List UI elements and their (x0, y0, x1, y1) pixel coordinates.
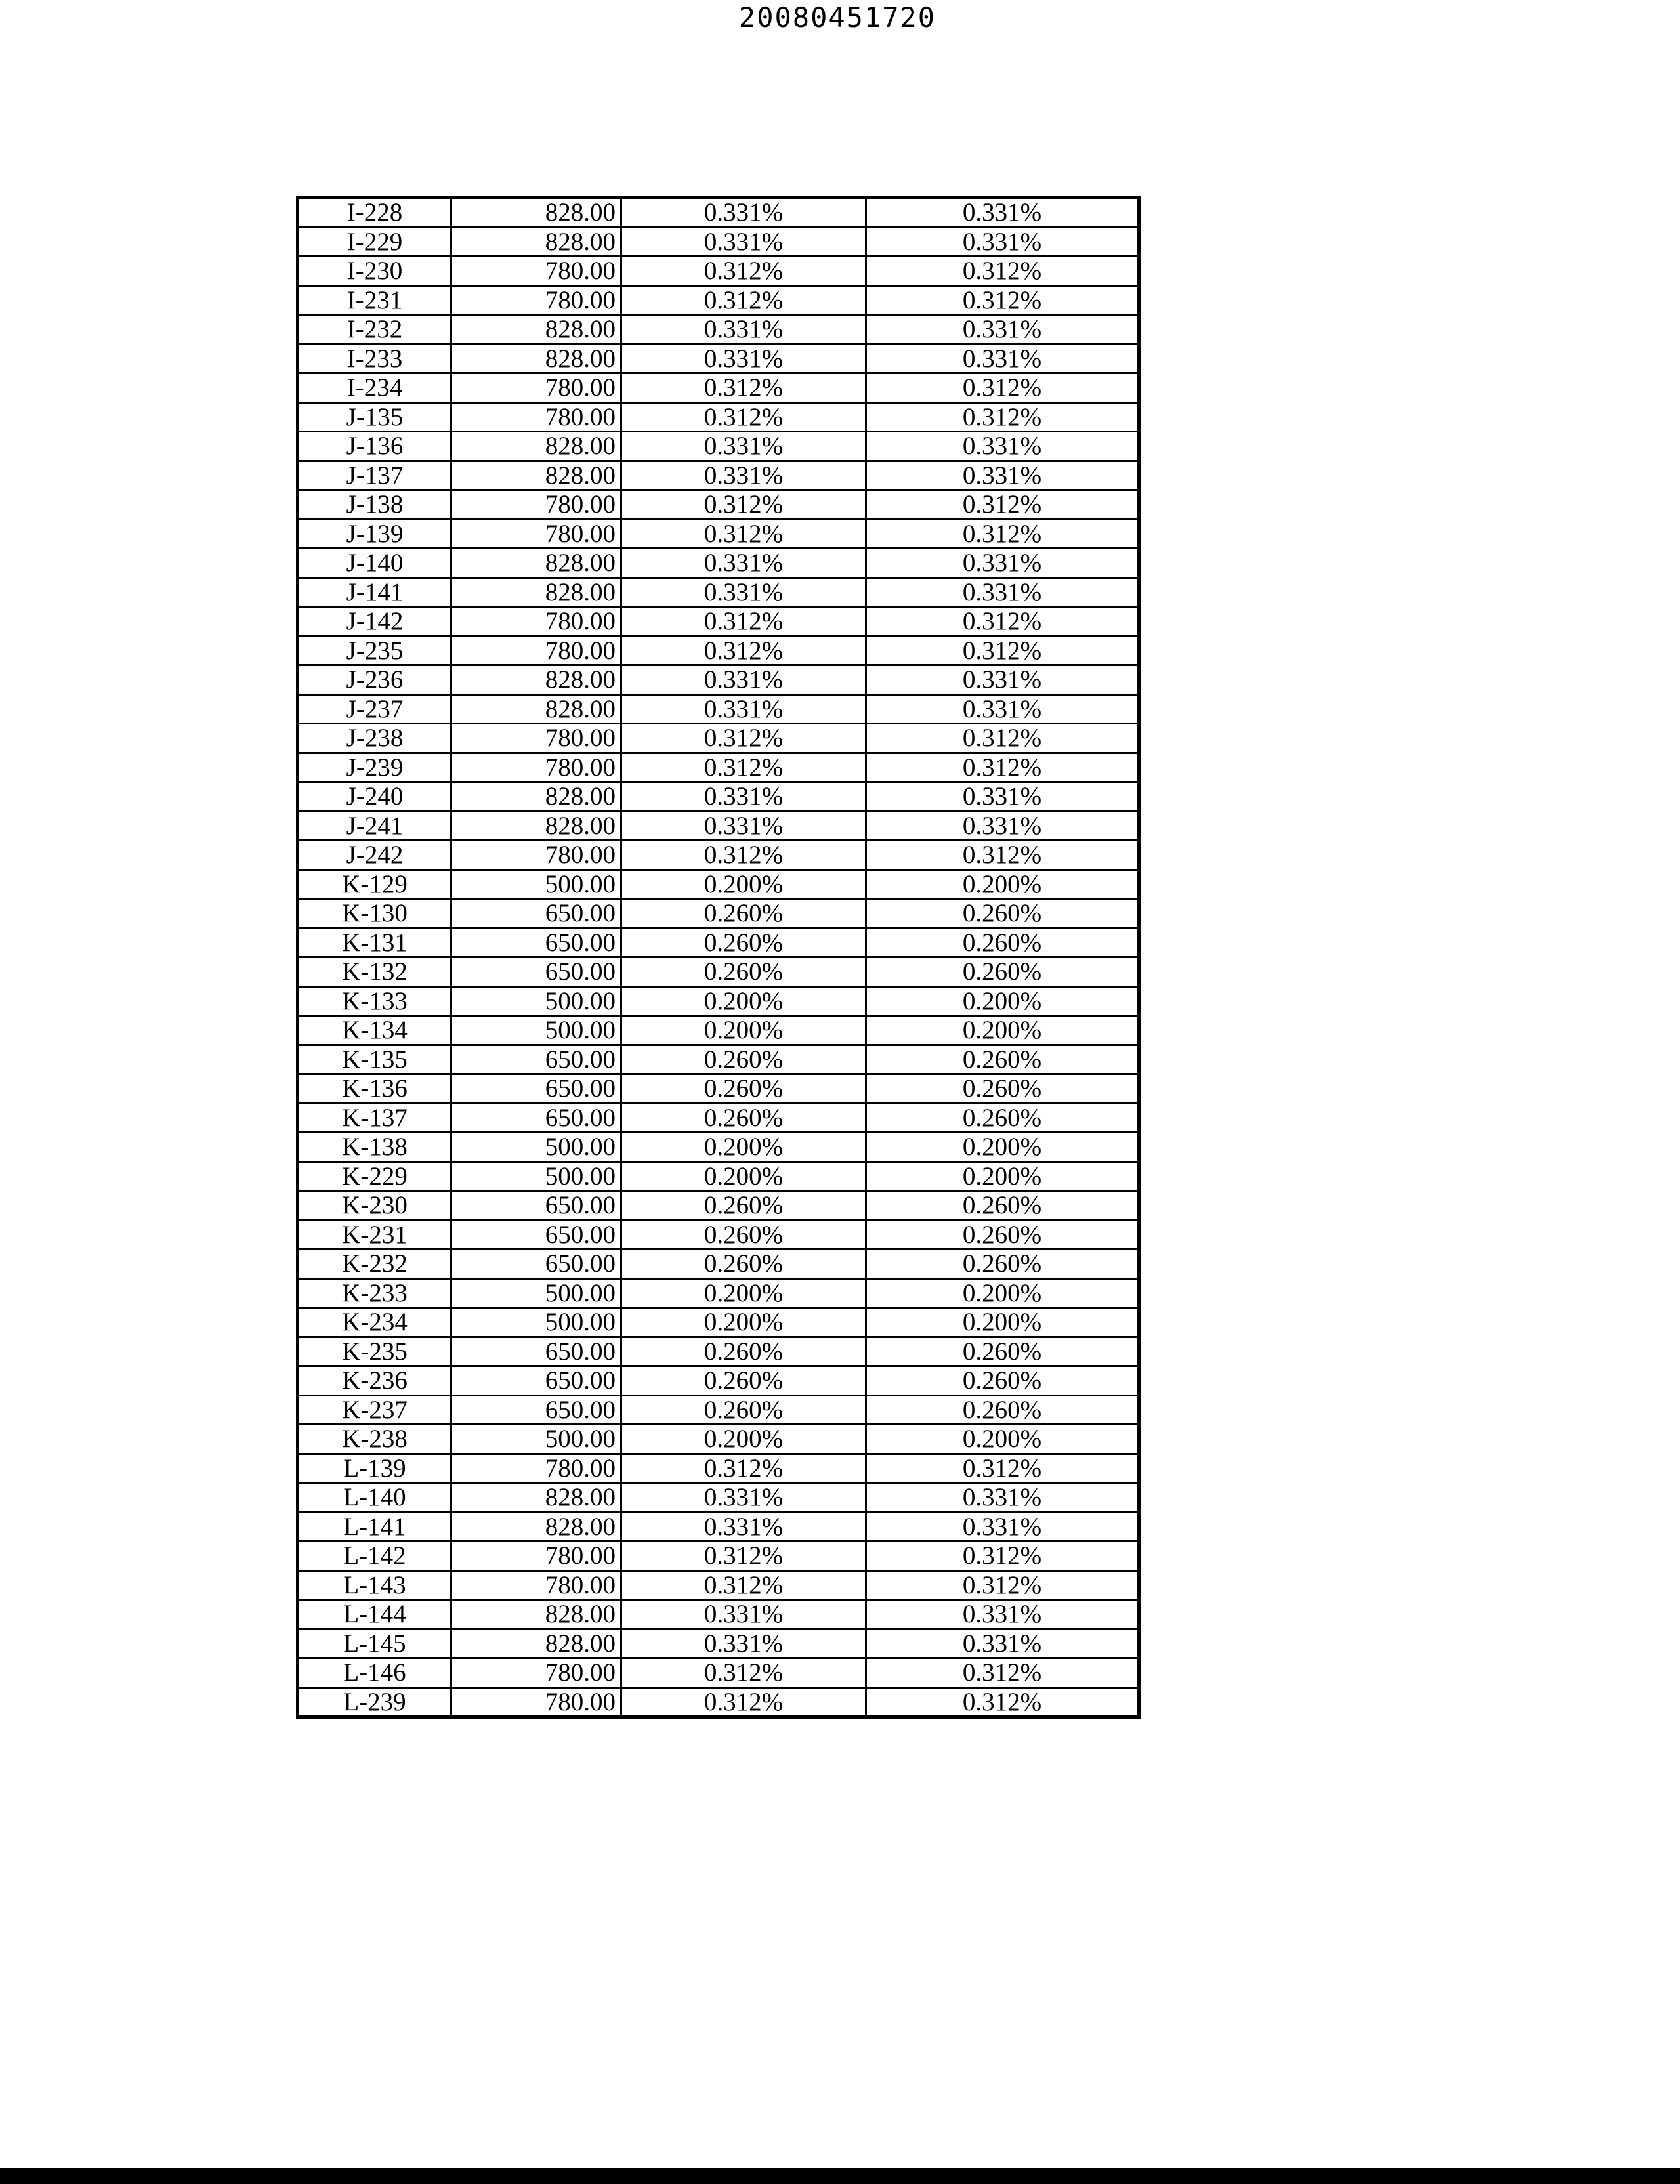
percentage-cell-2: 0.312% (866, 841, 1139, 870)
percentage-cell-2: 0.331% (866, 578, 1139, 607)
unit-id-cell: K-231 (298, 1220, 452, 1250)
unit-id-cell: K-137 (298, 1103, 452, 1133)
percentage-cell-2: 0.331% (866, 549, 1139, 578)
percentage-cell: 0.200% (621, 1162, 866, 1191)
percentage-cell: 0.200% (621, 1278, 866, 1308)
percentage-cell-2: 0.331% (866, 1600, 1139, 1629)
unit-id-cell: J-140 (298, 549, 452, 578)
percentage-cell: 0.260% (621, 928, 866, 957)
unit-id-cell: L-143 (298, 1570, 452, 1600)
unit-id-cell: J-237 (298, 694, 452, 724)
unit-id-cell: J-235 (298, 636, 452, 665)
table-row (298, 1103, 1139, 1133)
amount-cell: 828.00 (452, 344, 621, 373)
table-row (298, 1162, 1139, 1191)
unit-id-cell: K-130 (298, 899, 452, 929)
amount-cell: 780.00 (452, 1687, 621, 1717)
percentage-cell: 0.331% (621, 198, 866, 228)
percentage-cell-2: 0.260% (866, 1366, 1139, 1396)
percentage-cell-2: 0.312% (866, 1542, 1139, 1571)
amount-cell: 650.00 (452, 1366, 621, 1396)
percentage-cell-2: 0.331% (866, 432, 1139, 461)
table-row (298, 694, 1139, 724)
table-row (298, 432, 1139, 461)
table-row (298, 402, 1139, 432)
percentage-cell-2: 0.200% (866, 1133, 1139, 1162)
percentage-cell: 0.200% (621, 870, 866, 899)
percentage-cell: 0.312% (621, 490, 866, 520)
percentage-cell: 0.312% (621, 724, 866, 753)
table-row (298, 841, 1139, 870)
percentage-cell: 0.260% (621, 1045, 866, 1074)
percentage-cell-2: 0.312% (866, 373, 1139, 403)
percentage-cell-2: 0.331% (866, 315, 1139, 345)
percentage-cell: 0.260% (621, 1220, 866, 1250)
percentage-cell-2: 0.331% (866, 811, 1139, 841)
table-row (298, 1542, 1139, 1571)
table-row (298, 1629, 1139, 1658)
percentage-cell-2: 0.200% (866, 1016, 1139, 1045)
percentage-cell-2: 0.312% (866, 1658, 1139, 1688)
percentage-cell: 0.331% (621, 782, 866, 812)
unit-allocation-table (296, 196, 1141, 1719)
amount-cell: 780.00 (452, 257, 621, 286)
percentage-cell: 0.312% (621, 257, 866, 286)
amount-cell: 828.00 (452, 432, 621, 461)
table-row (298, 1337, 1139, 1366)
percentage-cell: 0.260% (621, 1250, 866, 1279)
unit-id-cell: J-138 (298, 490, 452, 520)
amount-cell: 500.00 (452, 1425, 621, 1454)
unit-id-cell: J-236 (298, 665, 452, 695)
amount-cell: 780.00 (452, 373, 621, 403)
amount-cell: 780.00 (452, 636, 621, 665)
unit-id-cell: I-228 (298, 198, 452, 228)
amount-cell: 500.00 (452, 870, 621, 899)
percentage-cell: 0.260% (621, 899, 866, 929)
table-row (298, 636, 1139, 665)
percentage-cell-2: 0.331% (866, 227, 1139, 257)
table-row (298, 928, 1139, 957)
amount-cell: 650.00 (452, 1220, 621, 1250)
table-row (298, 315, 1139, 345)
percentage-cell-2: 0.331% (866, 344, 1139, 373)
amount-cell: 650.00 (452, 928, 621, 957)
table-row (298, 1658, 1139, 1688)
percentage-cell-2: 0.331% (866, 782, 1139, 812)
table-row (298, 1454, 1139, 1483)
unit-id-cell: J-238 (298, 724, 452, 753)
table-row (298, 607, 1139, 637)
unit-id-cell: K-136 (298, 1074, 452, 1104)
unit-id-cell: I-234 (298, 373, 452, 403)
amount-cell: 780.00 (452, 1454, 621, 1483)
percentage-cell-2: 0.200% (866, 1278, 1139, 1308)
unit-id-cell: K-135 (298, 1045, 452, 1074)
table-row (298, 519, 1139, 549)
unit-id-cell: J-137 (298, 461, 452, 490)
table-row (298, 285, 1139, 315)
amount-cell: 780.00 (452, 1658, 621, 1688)
percentage-cell: 0.200% (621, 1016, 866, 1045)
amount-cell: 828.00 (452, 578, 621, 607)
table-row (298, 1045, 1139, 1074)
unit-id-cell: K-138 (298, 1133, 452, 1162)
percentage-cell-2: 0.331% (866, 1512, 1139, 1542)
amount-cell: 650.00 (452, 1395, 621, 1425)
amount-cell: 650.00 (452, 1250, 621, 1279)
unit-id-cell: J-139 (298, 519, 452, 549)
unit-id-cell: J-240 (298, 782, 452, 812)
percentage-cell: 0.312% (621, 402, 866, 432)
unit-id-cell: I-230 (298, 257, 452, 286)
percentage-cell-2: 0.260% (866, 1220, 1139, 1250)
amount-cell: 780.00 (452, 519, 621, 549)
percentage-cell-2: 0.260% (866, 957, 1139, 987)
table-row (298, 870, 1139, 899)
percentage-cell: 0.260% (621, 1395, 866, 1425)
table-row (298, 257, 1139, 286)
table-row (298, 782, 1139, 812)
percentage-cell: 0.200% (621, 1425, 866, 1454)
percentage-cell: 0.331% (621, 432, 866, 461)
percentage-cell-2: 0.260% (866, 899, 1139, 929)
table-row (298, 1016, 1139, 1045)
percentage-cell: 0.312% (621, 285, 866, 315)
percentage-cell: 0.260% (621, 1103, 866, 1133)
table-row (298, 490, 1139, 520)
percentage-cell: 0.331% (621, 694, 866, 724)
percentage-cell: 0.331% (621, 549, 866, 578)
unit-id-cell: K-232 (298, 1250, 452, 1279)
amount-cell: 500.00 (452, 1162, 621, 1191)
percentage-cell: 0.312% (621, 753, 866, 782)
unit-id-cell: J-136 (298, 432, 452, 461)
percentage-cell: 0.331% (621, 1483, 866, 1513)
amount-cell: 500.00 (452, 986, 621, 1016)
table-row (298, 753, 1139, 782)
amount-cell: 828.00 (452, 811, 621, 841)
percentage-cell: 0.331% (621, 1629, 866, 1658)
percentage-cell-2: 0.331% (866, 665, 1139, 695)
table-row (298, 1308, 1139, 1337)
unit-id-cell: K-229 (298, 1162, 452, 1191)
amount-cell: 780.00 (452, 607, 621, 637)
amount-cell: 650.00 (452, 1103, 621, 1133)
table-row (298, 1220, 1139, 1250)
table-row (298, 1191, 1139, 1221)
table-row (298, 1133, 1139, 1162)
unit-id-cell: K-234 (298, 1308, 452, 1337)
percentage-cell-2: 0.312% (866, 490, 1139, 520)
percentage-cell: 0.312% (621, 841, 866, 870)
percentage-cell-2: 0.331% (866, 198, 1139, 228)
percentage-cell-2: 0.260% (866, 1395, 1139, 1425)
unit-id-cell: J-241 (298, 811, 452, 841)
unit-id-cell: I-231 (298, 285, 452, 315)
percentage-cell-2: 0.260% (866, 1250, 1139, 1279)
table-row (298, 1687, 1139, 1717)
percentage-cell-2: 0.312% (866, 636, 1139, 665)
amount-cell: 500.00 (452, 1133, 621, 1162)
unit-id-cell: L-139 (298, 1454, 452, 1483)
percentage-cell-2: 0.312% (866, 1454, 1139, 1483)
table-row (298, 1250, 1139, 1279)
percentage-cell-2: 0.312% (866, 257, 1139, 286)
amount-cell: 780.00 (452, 1542, 621, 1571)
table-row (298, 957, 1139, 987)
table-row (298, 1600, 1139, 1629)
amount-cell: 780.00 (452, 724, 621, 753)
percentage-cell-2: 0.331% (866, 461, 1139, 490)
amount-cell: 650.00 (452, 1191, 621, 1221)
table-row (298, 811, 1139, 841)
percentage-cell-2: 0.312% (866, 1570, 1139, 1600)
unit-id-cell: K-238 (298, 1425, 452, 1454)
amount-cell: 828.00 (452, 315, 621, 345)
percentage-cell: 0.260% (621, 1366, 866, 1396)
percentage-cell-2: 0.312% (866, 753, 1139, 782)
amount-cell: 828.00 (452, 694, 621, 724)
amount-cell: 828.00 (452, 1600, 621, 1629)
table-row (298, 461, 1139, 490)
percentage-cell-2: 0.260% (866, 1103, 1139, 1133)
unit-id-cell: K-134 (298, 1016, 452, 1045)
percentage-cell: 0.312% (621, 1542, 866, 1571)
unit-id-cell: K-230 (298, 1191, 452, 1221)
amount-cell: 828.00 (452, 549, 621, 578)
amount-cell: 828.00 (452, 782, 621, 812)
percentage-cell: 0.312% (621, 1658, 866, 1688)
percentage-cell-2: 0.200% (866, 986, 1139, 1016)
percentage-cell: 0.331% (621, 227, 866, 257)
percentage-cell-2: 0.331% (866, 1629, 1139, 1658)
table-row (298, 549, 1139, 578)
percentage-cell: 0.331% (621, 344, 866, 373)
percentage-cell-2: 0.200% (866, 1308, 1139, 1337)
unit-id-cell: I-233 (298, 344, 452, 373)
percentage-cell-2: 0.200% (866, 870, 1139, 899)
percentage-cell: 0.312% (621, 607, 866, 637)
table-row (298, 724, 1139, 753)
table-row (298, 1366, 1139, 1396)
percentage-cell-2: 0.260% (866, 928, 1139, 957)
amount-cell: 828.00 (452, 1629, 621, 1658)
amount-cell: 828.00 (452, 1512, 621, 1542)
percentage-cell: 0.260% (621, 1337, 866, 1366)
percentage-cell: 0.200% (621, 1133, 866, 1162)
unit-id-cell: K-129 (298, 870, 452, 899)
unit-id-cell: J-239 (298, 753, 452, 782)
percentage-cell: 0.260% (621, 957, 866, 987)
unit-id-cell: J-135 (298, 402, 452, 432)
unit-id-cell: J-142 (298, 607, 452, 637)
percentage-cell-2: 0.260% (866, 1337, 1139, 1366)
table-row (298, 198, 1139, 228)
unit-id-cell: L-146 (298, 1658, 452, 1688)
percentage-cell: 0.312% (621, 636, 866, 665)
unit-id-cell: I-232 (298, 315, 452, 345)
percentage-cell: 0.260% (621, 1074, 866, 1104)
table-row (298, 1483, 1139, 1513)
unit-id-cell: L-142 (298, 1542, 452, 1571)
percentage-cell-2: 0.312% (866, 724, 1139, 753)
percentage-cell-2: 0.260% (866, 1074, 1139, 1104)
percentage-cell: 0.331% (621, 461, 866, 490)
percentage-cell: 0.260% (621, 1191, 866, 1221)
percentage-cell-2: 0.200% (866, 1425, 1139, 1454)
percentage-cell: 0.200% (621, 1308, 866, 1337)
scan-bottom-edge (0, 2168, 1680, 2184)
unit-id-cell: J-141 (298, 578, 452, 607)
unit-id-cell: K-235 (298, 1337, 452, 1366)
amount-cell: 828.00 (452, 461, 621, 490)
amount-cell: 780.00 (452, 490, 621, 520)
percentage-cell-2: 0.312% (866, 1687, 1139, 1717)
table-row (298, 1278, 1139, 1308)
table-row (298, 665, 1139, 695)
unit-id-cell: K-132 (298, 957, 452, 987)
document-number: 20080451720 (738, 1, 936, 33)
unit-id-cell: J-242 (298, 841, 452, 870)
amount-cell: 780.00 (452, 753, 621, 782)
percentage-cell: 0.331% (621, 578, 866, 607)
unit-id-cell: I-229 (298, 227, 452, 257)
amount-cell: 650.00 (452, 1337, 621, 1366)
unit-id-cell: K-233 (298, 1278, 452, 1308)
unit-id-cell: K-133 (298, 986, 452, 1016)
table-row (298, 1570, 1139, 1600)
percentage-cell: 0.312% (621, 1687, 866, 1717)
percentage-cell-2: 0.260% (866, 1045, 1139, 1074)
amount-cell: 650.00 (452, 957, 621, 987)
unit-id-cell: L-144 (298, 1600, 452, 1629)
percentage-cell-2: 0.312% (866, 402, 1139, 432)
amount-cell: 780.00 (452, 402, 621, 432)
percentage-cell-2: 0.312% (866, 519, 1139, 549)
percentage-cell-2: 0.331% (866, 1483, 1139, 1513)
table-row (298, 1425, 1139, 1454)
percentage-cell: 0.331% (621, 1512, 866, 1542)
percentage-cell: 0.312% (621, 1454, 866, 1483)
unit-id-cell: K-131 (298, 928, 452, 957)
unit-id-cell: K-236 (298, 1366, 452, 1396)
table-row (298, 899, 1139, 929)
amount-cell: 828.00 (452, 198, 621, 228)
percentage-cell: 0.331% (621, 315, 866, 345)
amount-cell: 780.00 (452, 1570, 621, 1600)
percentage-cell-2: 0.312% (866, 607, 1139, 637)
amount-cell: 650.00 (452, 1045, 621, 1074)
unit-id-cell: L-140 (298, 1483, 452, 1513)
table-row (298, 344, 1139, 373)
percentage-cell-2: 0.331% (866, 694, 1139, 724)
amount-cell: 500.00 (452, 1308, 621, 1337)
amount-cell: 500.00 (452, 1278, 621, 1308)
amount-cell: 828.00 (452, 1483, 621, 1513)
table-row (298, 227, 1139, 257)
table-row (298, 1074, 1139, 1104)
percentage-cell: 0.331% (621, 811, 866, 841)
unit-id-cell: K-237 (298, 1395, 452, 1425)
table-row (298, 1512, 1139, 1542)
percentage-cell-2: 0.312% (866, 285, 1139, 315)
amount-cell: 500.00 (452, 1016, 621, 1045)
table-row (298, 578, 1139, 607)
table-body (298, 198, 1139, 1717)
table-row (298, 373, 1139, 403)
table-row (298, 986, 1139, 1016)
percentage-cell: 0.331% (621, 665, 866, 695)
amount-cell: 828.00 (452, 665, 621, 695)
unit-id-cell: L-141 (298, 1512, 452, 1542)
amount-cell: 828.00 (452, 227, 621, 257)
unit-id-cell: L-239 (343, 1687, 406, 1716)
amount-cell: 650.00 (452, 1074, 621, 1104)
table-row (298, 1395, 1139, 1425)
percentage-cell: 0.312% (621, 373, 866, 403)
amount-cell: 780.00 (452, 841, 621, 870)
percentage-cell: 0.312% (621, 519, 866, 549)
amount-cell: 650.00 (452, 899, 621, 929)
percentage-cell-2: 0.260% (866, 1191, 1139, 1221)
percentage-cell: 0.331% (621, 1600, 866, 1629)
percentage-cell: 0.200% (621, 986, 866, 1016)
unit-id-cell: L-145 (298, 1629, 452, 1658)
amount-cell: 780.00 (452, 285, 621, 315)
percentage-cell: 0.312% (621, 1570, 866, 1600)
percentage-cell-2: 0.200% (866, 1162, 1139, 1191)
